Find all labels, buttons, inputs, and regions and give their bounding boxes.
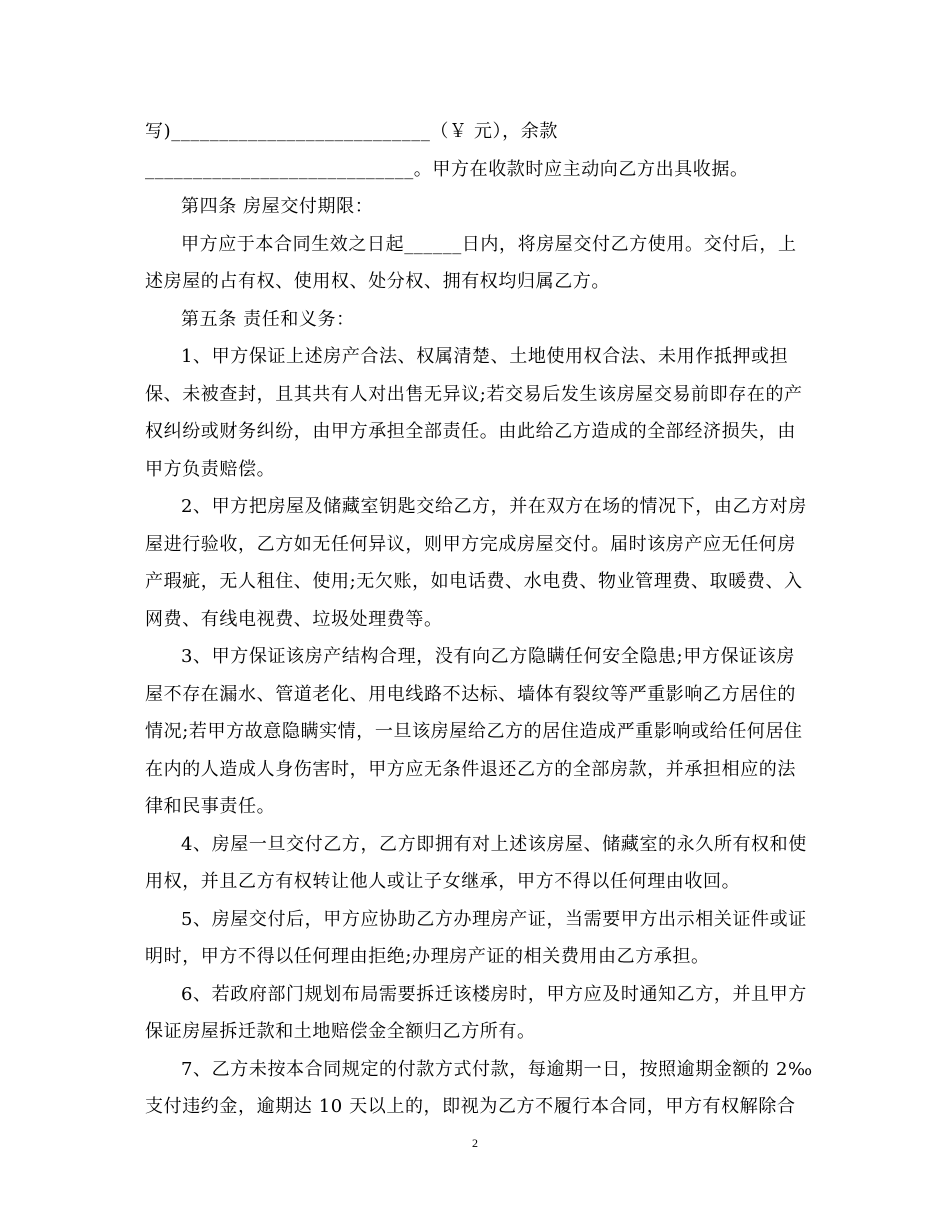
text-line: 述房屋的占有权、使用权、处分权、拥有权均归属乙方。 — [145, 271, 610, 292]
text-line: 甲方负责赔偿。 — [145, 458, 276, 480]
text-line: 保、未被查封，且其共有人对出售无异议;若交易后发生该房屋交易前即存在的产 — [145, 383, 803, 405]
section-heading: 第五条 责任和义务： — [181, 308, 355, 330]
text-line: 写)___________________________（￥ 元），余款 — [145, 121, 558, 142]
text-line: 屋不存在漏水、管道老化、用电线路不达标、墙体有裂纹等严重影响乙方居住的 — [145, 683, 796, 705]
text-line: 律和民事责任。 — [145, 796, 276, 817]
text-line: 保证房屋拆迁款和土地赔偿金全额归乙方所有。 — [145, 1021, 536, 1042]
text-line: 产瑕疵，无人租住、使用;无欠账，如电话费、水电费、物业管理费、取暖费、入 — [145, 571, 803, 592]
section-heading: 第四条 房屋交付期限： — [181, 196, 374, 217]
text-line: 明时，甲方不得以任何理由拒绝;办理房产证的相关费用由乙方承担。 — [145, 946, 710, 967]
text-line: 6、若政府部门规划布局需要拆迁该楼房时，甲方应及时通知乙方，并且甲方 — [181, 983, 807, 1005]
text-line: ____________________________。甲方在收款时应主动向乙方出具收据。 — [145, 158, 749, 180]
text-line: 2、甲方把房屋及储藏室钥匙交给乙方，并在双方在场的情况下，由乙方对房 — [181, 496, 807, 517]
page-number: 2 — [472, 1136, 478, 1150]
text-line: 支付违约金，逾期达 10 天以上的，即视为乙方不履行本合同，甲方有权解除合 — [145, 1096, 796, 1117]
text-line: 用权，并且乙方有权转让他人或让子女继承，甲方不得以任何理由收回。 — [145, 871, 741, 892]
text-line: 网费、有线电视费、垃圾处理费等。 — [145, 608, 443, 630]
text-line: 权纠纷或财务纠纷，由甲方承担全部责任。由此给乙方造成的全部经济损失，由 — [145, 421, 796, 442]
contract-body — [145, 113, 813, 1126]
text-line: 屋进行验收，乙方如无任何异议，则甲方完成房屋交付。届时该房产应无任何房 — [145, 533, 796, 555]
text-line: 情况;若甲方故意隐瞒实情，一旦该房屋给乙方的居住造成严重影响或给任何居住 — [145, 721, 803, 742]
text-line: 5、房屋交付后，甲方应协助乙方办理房产证，当需要甲方出示相关证件或证 — [181, 908, 807, 930]
text-line: 3、甲方保证该房产结构合理，没有向乙方隐瞒任何安全隐患;甲方保证该房 — [181, 646, 795, 667]
text-line: 在内的人造成人身伤害时，甲方应无条件退还乙方的全部房款，并承担相应的法 — [145, 758, 796, 780]
text-line: 1、甲方保证上述房产合法、权属清楚、土地使用权合法、未用作抵押或担 — [181, 346, 789, 367]
text-line: 4、房屋一旦交付乙方，乙方即拥有对上述该房屋、储藏室的永久所有权和使 — [181, 833, 807, 855]
text-line: 甲方应于本合同生效之日起______日内，将房屋交付乙方使用。交付后，上 — [181, 233, 797, 255]
text-line: 7、乙方未按本合同规定的付款方式付款，每逾期一日，按照逾期金额的 2‰ — [181, 1058, 813, 1080]
